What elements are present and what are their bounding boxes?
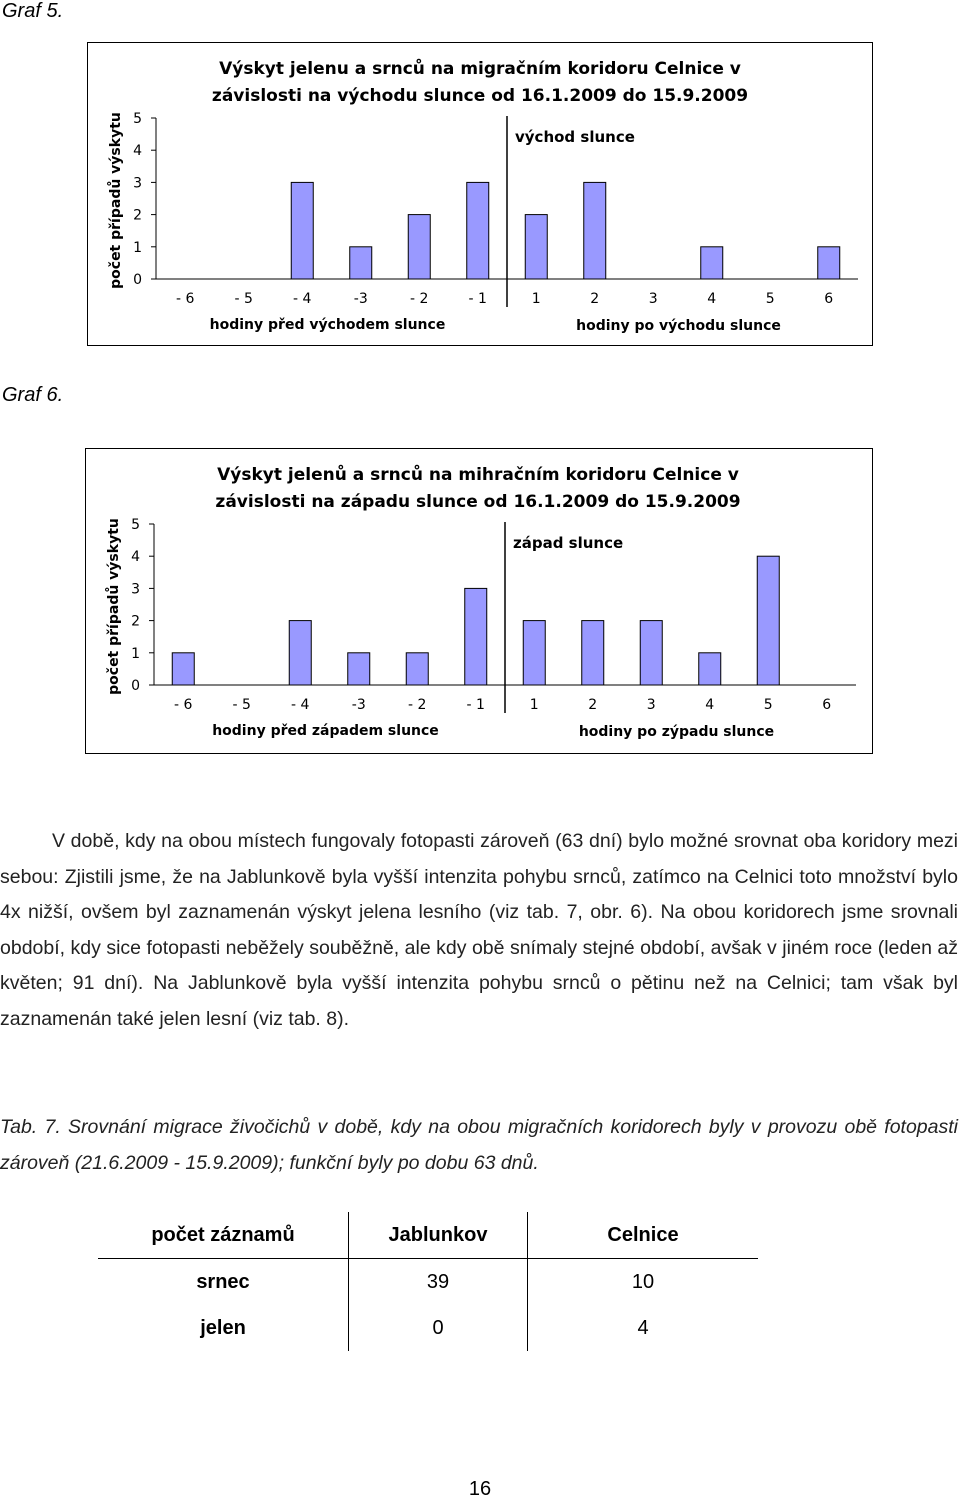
- x-tick-label: 6: [822, 697, 832, 713]
- x-tick-label: - 6: [176, 291, 195, 307]
- x-tick-label: - 5: [234, 291, 253, 307]
- x-axis-label-right: hodiny po zýpadu slunce: [578, 724, 775, 740]
- bar: [289, 621, 311, 685]
- x-tick-label: 3: [648, 291, 658, 307]
- x-tick-label: 4: [707, 291, 717, 307]
- table-row: [98, 1259, 758, 1306]
- y-tick-label: 0: [131, 678, 140, 694]
- table-header-cell: Jablunkov: [349, 1212, 528, 1259]
- chart-title-line: Výskyt jelenu a srnců na migračním koridoru Celnice v: [219, 59, 741, 79]
- bar: [525, 215, 547, 279]
- x-axis-label-right: hodiny po východu slunce: [576, 318, 781, 334]
- x-tick-label: 1: [531, 291, 541, 307]
- x-tick-label: 1: [529, 697, 539, 713]
- x-tick-label: 2: [590, 291, 600, 307]
- table-cell: 10: [631, 1270, 655, 1293]
- bar: [350, 247, 372, 279]
- x-tick-label: - 5: [232, 697, 251, 713]
- y-tick-label: 5: [131, 517, 140, 533]
- chart-title-line: Výskyt jelenů a srnců na mihračním koridoru Celnice v: [217, 465, 739, 485]
- comparison-table: [98, 1212, 758, 1351]
- bar: [523, 621, 545, 685]
- divider-annotation: východ slunce: [515, 128, 635, 146]
- chart-graf6: [85, 448, 873, 754]
- y-tick-label: 1: [131, 645, 140, 662]
- y-tick-label: 0: [133, 272, 142, 288]
- x-tick-label: - 1: [468, 291, 487, 307]
- table-cell: srnec: [98, 1259, 349, 1306]
- chart-graf6-svg: [86, 449, 872, 753]
- bar: [467, 182, 489, 279]
- table-cell: 39: [349, 1259, 528, 1306]
- graf5-label: Graf 5.: [2, 0, 64, 22]
- y-tick-label: 1: [133, 239, 142, 256]
- bar: [818, 247, 840, 279]
- x-tick-label: 3: [646, 697, 656, 713]
- x-axis-label-left: hodiny před východem slunce: [209, 317, 446, 333]
- bar: [757, 556, 779, 685]
- y-tick-label: 2: [131, 613, 140, 630]
- table-cell: 4: [637, 1316, 649, 1339]
- page-number: 16: [468, 1478, 492, 1500]
- x-tick-label: 6: [824, 291, 834, 307]
- bar: [172, 653, 194, 685]
- chart-graf5-svg: [88, 43, 872, 345]
- table-cell: jelen: [98, 1305, 349, 1351]
- divider-annotation: západ slunce: [513, 534, 624, 552]
- x-tick-label: - 4: [291, 697, 310, 713]
- x-tick-label: - 4: [293, 291, 312, 307]
- x-tick-label: - 1: [466, 697, 485, 713]
- y-axis-label: počet případů výskytu: [108, 112, 124, 289]
- graf6-label: Graf 6.: [2, 384, 64, 406]
- y-tick-label: 4: [133, 143, 142, 160]
- x-tick-label: -3: [353, 291, 368, 307]
- y-tick-label: 3: [133, 175, 142, 192]
- table-row: [98, 1305, 758, 1351]
- bar: [408, 215, 430, 279]
- table-header-cell: počet záznamů: [98, 1212, 349, 1259]
- table-caption: Tab. 7. Srovnání migrace živočichů v době, kdy na obou migračních koridorech byly v provozu obě fotopasti zároveň (21.6.2009 - 15.9.2009); funkční byly po dobu 63 dnů.: [0, 1116, 958, 1174]
- table-header-row: [98, 1212, 758, 1259]
- bar: [701, 247, 723, 279]
- bar: [348, 653, 370, 685]
- y-axis-label: počet případů výskytu: [106, 518, 122, 695]
- y-tick-label: 4: [131, 549, 140, 566]
- chart-title-line: závislosti na východu slunce od 16.1.2009 do 15.9.2009: [211, 86, 749, 106]
- chart-graf5: [87, 42, 873, 346]
- table-header-cell: Celnice: [528, 1212, 759, 1259]
- x-tick-label: 4: [705, 697, 715, 713]
- y-tick-label: 5: [133, 111, 142, 127]
- x-axis-label-left: hodiny před západem slunce: [212, 723, 439, 739]
- bar: [640, 621, 662, 685]
- bar: [465, 588, 487, 685]
- y-tick-label: 2: [133, 207, 142, 224]
- bar: [406, 653, 428, 685]
- table-cell: 0: [349, 1305, 528, 1351]
- x-tick-label: 5: [765, 291, 775, 307]
- x-tick-label: 2: [588, 697, 598, 713]
- x-tick-label: - 6: [174, 697, 193, 713]
- bar: [582, 621, 604, 685]
- body-paragraph: V době, kdy na obou místech fungovaly fotopasti zároveň (63 dní) bylo možné srovnat oba koridory mezi sebou: Zjistili jsme, že na Jablunkově byla vyšší intenzita pohybu srnců, zatímco na Celnici toto množství bylo 4x nižší, ovšem byl zaznamenán výskyt jelena lesního (viz tab. 7, obr. 6). Na obou koridorech jsme srovnali období, kdy sice fotopasti neběžely souběžně, ale kdy obě snímaly stejné období, avšak v jiném roce (leden až květen; 91 dní). Na Jablunkově byla vyšší intenzita pohybu srnců o pětinu než na Celnici; tam však byl zaznamenán také jelen lesní (viz tab. 8).: [0, 830, 958, 1030]
- bar: [699, 653, 721, 685]
- bar: [584, 182, 606, 279]
- chart-title-line: závislosti na západu slunce od 16.1.2009 do 15.9.2009: [215, 492, 741, 512]
- x-tick-label: -3: [351, 697, 366, 713]
- x-tick-label: - 2: [408, 697, 427, 713]
- x-tick-label: 5: [763, 697, 773, 713]
- y-tick-label: 3: [131, 581, 140, 598]
- bar: [291, 182, 313, 279]
- x-tick-label: - 2: [410, 291, 429, 307]
